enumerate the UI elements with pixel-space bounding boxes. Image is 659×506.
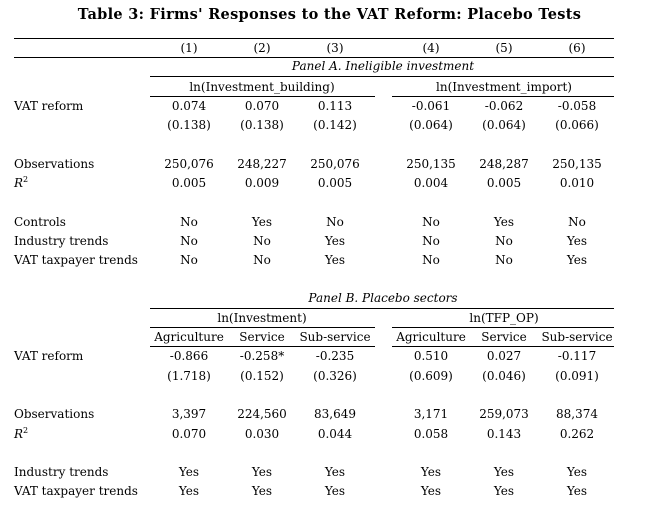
row-label: VAT taxpayer trends (14, 253, 138, 267)
table-cell: Yes (566, 253, 588, 267)
table-cell: 0.005 (317, 176, 353, 190)
table-cell: 0.044 (317, 427, 353, 441)
table-cell: 248,287 (479, 157, 529, 171)
table-cell: (0.609) (409, 369, 453, 383)
column-number: (2) (253, 41, 271, 55)
panel-b-heading: Panel B. Placebo sectors (308, 291, 458, 305)
table-cell: -0.058 (557, 99, 597, 113)
table-cell: -0.235 (315, 349, 355, 363)
table-cell: No (422, 215, 440, 229)
table-cell: 3,171 (413, 407, 449, 421)
table-cell: (0.152) (240, 369, 284, 383)
row-label-symbol: R (14, 176, 24, 190)
table-cell: (0.326) (313, 369, 357, 383)
table-cell: No (253, 253, 271, 267)
table-cell: 0.070 (171, 427, 207, 441)
panel-b-group-rule-left (150, 327, 375, 328)
table-cell: No (180, 234, 198, 248)
table-cell: 250,135 (552, 157, 602, 171)
table-cell: No (422, 253, 440, 267)
table-cell: No (180, 215, 198, 229)
table-cell: Yes (324, 234, 346, 248)
table-cell: Yes (420, 484, 442, 498)
table-cell: (0.138) (167, 118, 211, 132)
table-cell: Yes (251, 215, 273, 229)
panel-a-group-rule-right (392, 96, 614, 97)
panel-a-heading-rule (150, 76, 614, 77)
table-cell: No (495, 253, 513, 267)
table-cell: 83,649 (314, 407, 356, 421)
table-cell: No (568, 215, 586, 229)
table-cell: Yes (566, 234, 588, 248)
sector-subheader: Sub-service (541, 330, 613, 344)
table-cell: 250,076 (164, 157, 214, 171)
row-label (14, 427, 28, 441)
table-cell: Yes (493, 215, 515, 229)
column-number-rule (14, 57, 614, 58)
table-cell: 0.510 (413, 349, 449, 363)
panel-b-group-investment: ln(Investment) (217, 311, 307, 325)
table-cell: (0.142) (313, 118, 357, 132)
row-label: VAT reform (14, 99, 84, 113)
table-cell: 0.005 (486, 176, 522, 190)
table-cell: Yes (420, 465, 442, 479)
panel-a-group-import: ln(Investment_import) (436, 80, 572, 94)
table-cell: Yes (251, 484, 273, 498)
top-rule (14, 38, 614, 39)
panel-a-group-building: ln(Investment_building) (189, 80, 335, 94)
table-cell: 0.262 (559, 427, 595, 441)
sector-subheader: Agriculture (154, 330, 224, 344)
table-cell: Yes (324, 484, 346, 498)
table-cell: Yes (324, 253, 346, 267)
sector-subheader: Agriculture (396, 330, 466, 344)
sector-subheader: Service (481, 330, 527, 344)
panel-b-group-rule-right (392, 327, 614, 328)
table-cell: Yes (566, 484, 588, 498)
table-cell: (0.064) (409, 118, 453, 132)
row-label-symbol: R (14, 427, 24, 441)
table-cell: No (253, 234, 271, 248)
panel-a-heading: Panel A. Ineligible investment (291, 59, 475, 73)
table-cell: Yes (493, 465, 515, 479)
table-cell: 224,560 (237, 407, 287, 421)
table-cell: No (422, 234, 440, 248)
column-number: (1) (180, 41, 198, 55)
table-cell: (0.138) (240, 118, 284, 132)
sector-subheader: Service (239, 330, 285, 344)
row-label-superscript: 2 (23, 175, 29, 184)
table-cell: -0.866 (169, 349, 209, 363)
table-cell: -0.258* (239, 349, 285, 363)
panel-b-subheader-rule-right (392, 346, 614, 347)
table-cell: 259,073 (479, 407, 529, 421)
table-cell: 0.005 (171, 176, 207, 190)
table-cell: 248,227 (237, 157, 287, 171)
table-cell: 3,397 (171, 407, 207, 421)
table-cell: 0.009 (244, 176, 280, 190)
table-cell: 0.010 (559, 176, 595, 190)
table-cell: No (180, 253, 198, 267)
table-cell: Yes (178, 484, 200, 498)
table-cell: -0.117 (557, 349, 597, 363)
row-label: Industry trends (14, 234, 109, 248)
row-label: VAT taxpayer trends (14, 484, 138, 498)
table-cell: (0.046) (482, 369, 526, 383)
row-label: Industry trends (14, 465, 109, 479)
column-number: (3) (326, 41, 344, 55)
panel-b-heading-rule (150, 308, 614, 309)
table-cell: Yes (493, 484, 515, 498)
table-cell: Yes (324, 465, 346, 479)
sector-subheader: Sub-service (299, 330, 371, 344)
row-label: Observations (14, 157, 95, 171)
column-number: (5) (495, 41, 513, 55)
table-cell: (1.718) (167, 369, 211, 383)
table-cell: 0.143 (486, 427, 522, 441)
table-cell: 0.004 (413, 176, 449, 190)
table-cell: Yes (251, 465, 273, 479)
table-cell: 0.058 (413, 427, 449, 441)
table-cell: No (495, 234, 513, 248)
table-cell: 250,076 (310, 157, 360, 171)
panel-b-subheader-rule-left (150, 346, 375, 347)
table-cell: 250,135 (406, 157, 456, 171)
table-cell: Yes (178, 465, 200, 479)
table-cell: 0.070 (244, 99, 280, 113)
table-cell: 88,374 (556, 407, 598, 421)
table-cell: No (326, 215, 344, 229)
table-cell: (0.064) (482, 118, 526, 132)
row-label-superscript: 2 (23, 426, 29, 435)
table-cell: (0.066) (555, 118, 599, 132)
table-cell: -0.062 (484, 99, 524, 113)
table-cell: Yes (566, 465, 588, 479)
column-number: (4) (422, 41, 440, 55)
table-cell: (0.091) (555, 369, 599, 383)
table-cell: 0.027 (486, 349, 522, 363)
column-number: (6) (568, 41, 586, 55)
panel-b-group-tfp: ln(TFP_OP) (469, 311, 539, 325)
panel-a-group-rule-left (150, 96, 375, 97)
table-cell: 0.113 (317, 99, 353, 113)
row-label: Observations (14, 407, 95, 421)
row-label: VAT reform (14, 349, 84, 363)
table-cell: 0.074 (171, 99, 207, 113)
row-label: Controls (14, 215, 66, 229)
table-cell: 0.030 (244, 427, 280, 441)
row-label (14, 176, 28, 190)
table-title: Table 3: Firms' Responses to the VAT Reform: Placebo Tests (77, 6, 582, 23)
table-cell: -0.061 (411, 99, 451, 113)
